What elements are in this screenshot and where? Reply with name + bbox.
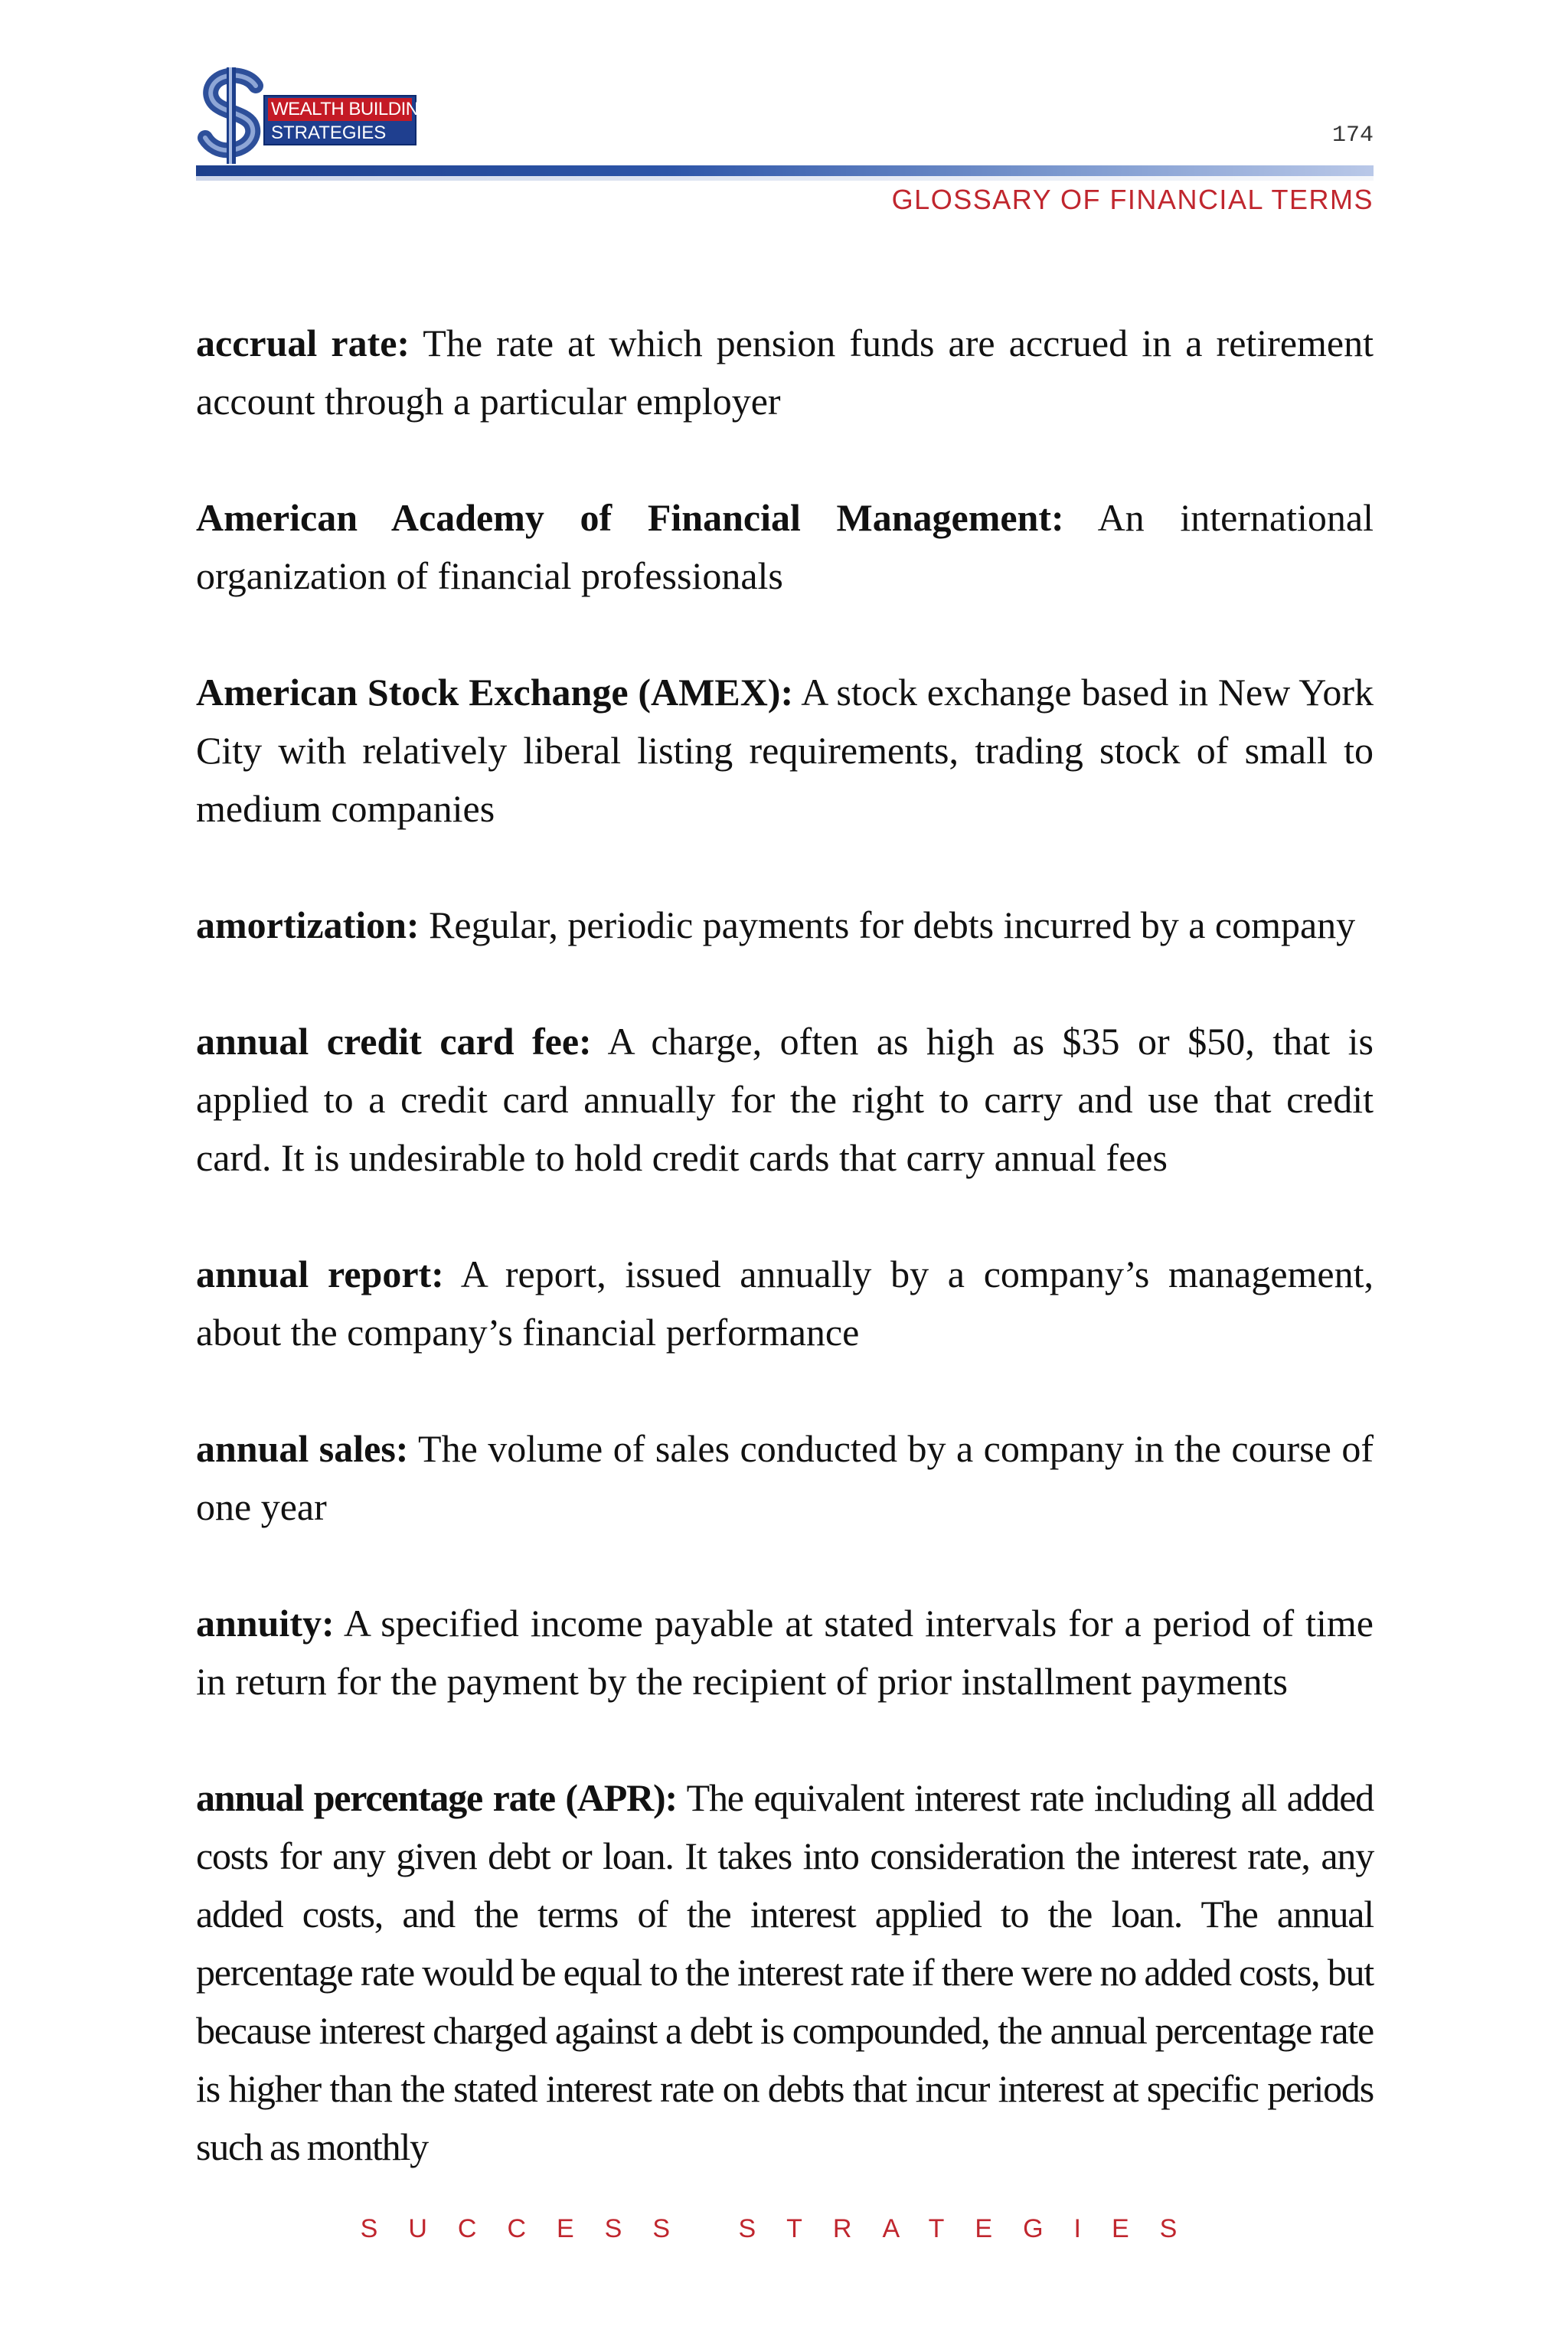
glossary-entry: [196, 1012, 1374, 1187]
glossary-term: American Stock Exchange (AMEX):: [196, 671, 794, 714]
logo-text-strategies: STRATEGIES: [271, 122, 387, 143]
glossary-definition: The rate at which pension funds are accrued in a retirement account through a particular employer: [196, 322, 1374, 423]
page-header: [196, 66, 1374, 219]
page-footer: SUCCESS STRATEGIES: [360, 2214, 1208, 2243]
glossary-term: annuity:: [196, 1602, 335, 1645]
glossary-definition: A specified income payable at stated intervals for a period of time in return for the payment by the recipient of prior installment payments: [196, 1602, 1374, 1703]
glossary-entry: [196, 488, 1374, 605]
glossary-definition: The volume of sales conducted by a company in the course of one year: [196, 1427, 1374, 1528]
glossary-entry: [196, 1594, 1374, 1710]
glossary-entry: [196, 1419, 1374, 1536]
glossary-definition: A report, issued annually by a company’s management, about the company’s financial performance: [196, 1253, 1374, 1354]
glossary-entry: [196, 1769, 1374, 2176]
glossary-definition: An international organization of financial professionals: [196, 496, 1374, 597]
dollar-sign-logo-icon: [196, 66, 273, 165]
glossary-term: annual percentage rate (APR):: [196, 1776, 677, 1819]
glossary-definition: A charge, often as high as $35 or $50, that is applied to a credit card annually for the right to carry and use that credit card. It is undesirable to hold credit cards that carry annual fees: [196, 1020, 1374, 1179]
glossary-entry: [196, 896, 1374, 954]
logo-text-wealth-building: WEALTH BUILDING: [268, 98, 412, 121]
page-number: 174: [1331, 122, 1374, 149]
glossary-entry: [196, 1245, 1374, 1361]
glossary-term: accrual rate:: [196, 322, 410, 364]
glossary-term: American Academy of Financial Management:: [196, 496, 1064, 539]
glossary-definition: The equivalent interest rate including all added costs for any given debt or loan. It takes into consideration the interest rate, any added costs, and the terms of the interest applied to the loan. The annual percentage rate would be equal to the interest rate if there were no added costs, but because interest charged against a debt is compounded, the annual percentage rate is higher than the stated interest rate on debts that incur interest at specific periods such as monthly: [196, 1776, 1374, 2168]
glossary-term: amortization:: [196, 903, 420, 946]
glossary-definition: Regular, periodic payments for debts incurred by a company: [429, 903, 1356, 946]
glossary-term: annual credit card fee:: [196, 1020, 592, 1063]
header-rule: [196, 165, 1374, 176]
glossary-term: annual sales:: [196, 1427, 409, 1470]
glossary-term: annual report:: [196, 1253, 444, 1295]
header-rule-shadow: [196, 176, 1374, 181]
section-title: GLOSSARY OF FINANCIAL TERMS: [891, 184, 1374, 215]
glossary-entry: [196, 663, 1374, 838]
glossary-list: [196, 314, 1374, 2234]
wealth-building-strategies-logo: [196, 66, 433, 165]
logo-wordmark: [263, 95, 433, 145]
glossary-entry: [196, 314, 1374, 430]
glossary-definition: A stock exchange based in New York City with relatively liberal listing requirements, trading stock of small to medium companies: [196, 671, 1374, 830]
